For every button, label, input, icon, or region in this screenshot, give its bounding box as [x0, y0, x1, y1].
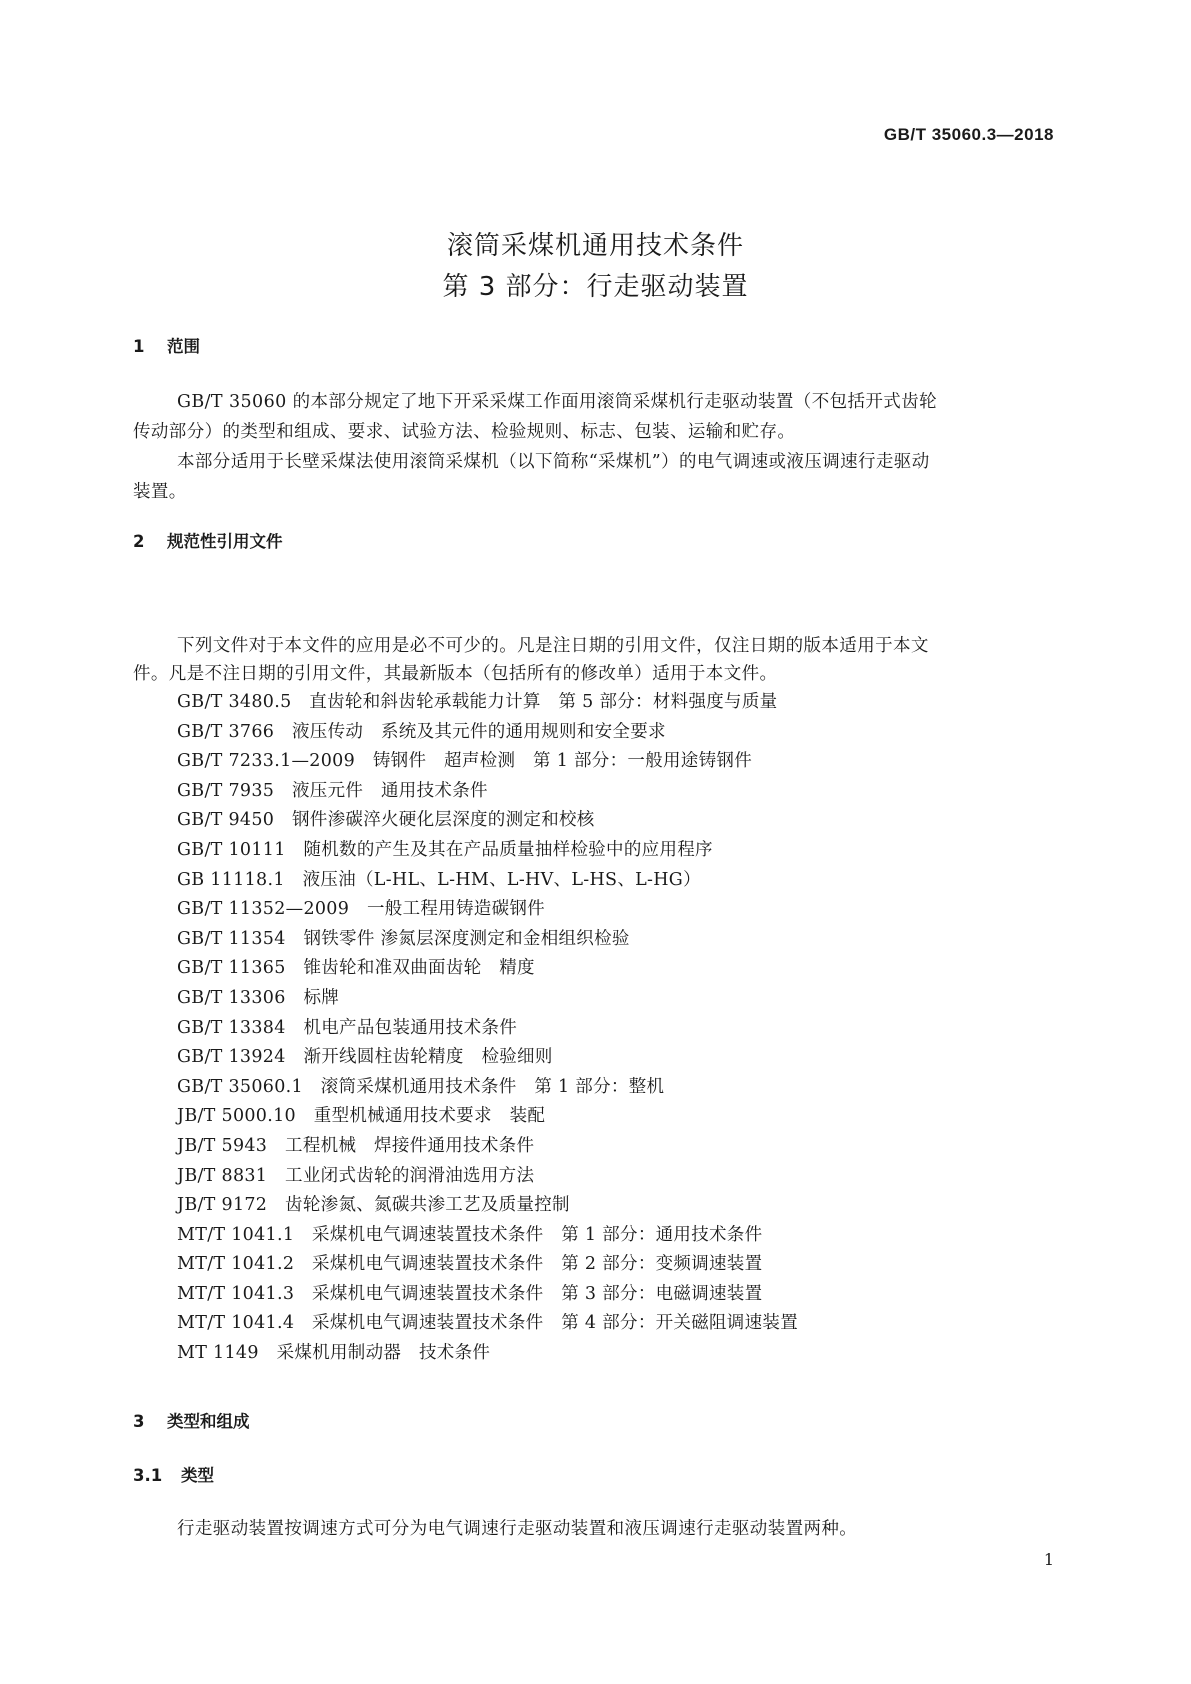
reference-item: GB/T 11354 钢铁零件 渗氮层深度测定和金相组织检验 [177, 928, 630, 949]
reference-item: MT 1149 采煤机用制动器 技术条件 [177, 1343, 491, 1364]
reference-item: GB/T 13384 机电产品包装通用技术条件 [177, 1017, 518, 1038]
reference-item: GB/T 9450 钢件渗碳淬火硬化层深度的测定和校核 [177, 810, 595, 831]
section-title: 范围 [167, 337, 200, 356]
reference-item: GB/T 13306 标牌 [177, 987, 340, 1008]
subsection-3-1-heading [133, 1462, 214, 1486]
reference-item: GB/T 11352—2009 一般工程用铸造碳钢件 [177, 899, 545, 920]
section-1-paragraph-2-line-2: 装置。 [133, 482, 187, 502]
section-2-paragraph-1-line-1: 下列文件对于本文件的应用是必不可少的。凡是注日期的引用文件，仅注日期的版本适用于本文 [177, 636, 929, 656]
reference-item: MT/T 1041.4 采煤机电气调速装置技术条件 第 4 部分：开关磁阻调速装置 [177, 1313, 799, 1334]
reference-item: GB 11118.1 液压油（L-HL、L-HM、L-HV、L-HS、L-HG） [177, 869, 701, 890]
section-3-heading [133, 1408, 250, 1432]
reference-item: MT/T 1041.2 采煤机电气调速装置技术条件 第 2 部分：变频调速装置 [177, 1254, 763, 1275]
reference-item: GB/T 13924 渐开线圆柱齿轮精度 检验细则 [177, 1047, 553, 1068]
reference-item: JB/T 9172 齿轮渗氮、氮碳共渗工艺及质量控制 [177, 1195, 570, 1216]
reference-item: GB/T 7233.1—2009 铸钢件 超声检测 第 1 部分：一般用途铸钢件 [177, 751, 752, 772]
section-1-paragraph-1-line-1: GB/T 35060 的本部分规定了地下开采采煤工作面用滚筒采煤机行走驱动装置（不包括开式齿轮 [177, 392, 938, 412]
document-title: 滚筒采煤机通用技术条件 [446, 231, 744, 261]
document-subtitle: 第 3 部分：行走驱动装置 [442, 272, 749, 302]
section-2-paragraph-1-line-2: 件。凡是不注日期的引用文件，其最新版本（包括所有的修改单）适用于本文件。 [133, 664, 778, 684]
subsection-number: 3.1 [133, 1466, 163, 1485]
section-number: 1 [133, 337, 145, 356]
reference-item: GB/T 7935 液压元件 通用技术条件 [177, 780, 488, 801]
section-1-heading [133, 333, 200, 357]
section-number: 2 [133, 532, 145, 551]
section-1-paragraph-2-line-1: 本部分适用于长壁采煤法使用滚筒采煤机（以下简称“采煤机”）的电气调速或液压调速行走驱动 [177, 452, 930, 472]
section-title: 类型和组成 [167, 1412, 250, 1431]
reference-item: MT/T 1041.1 采煤机电气调速装置技术条件 第 1 部分：通用技术条件 [177, 1224, 763, 1245]
reference-item: JB/T 5943 工程机械 焊接件通用技术条件 [177, 1135, 535, 1156]
page-number: 1 [1043, 1550, 1054, 1569]
section-number: 3 [133, 1412, 145, 1431]
section-2-heading [133, 528, 283, 552]
reference-item: GB/T 3480.5 直齿轮和斜齿轮承载能力计算 第 5 部分：材料强度与质量 [177, 692, 778, 712]
reference-item: GB/T 11365 锥齿轮和准双曲面齿轮 精度 [177, 958, 535, 979]
reference-item: GB/T 10111 随机数的产生及其在产品质量抽样检验中的应用程序 [177, 839, 713, 860]
reference-item: GB/T 35060.1 滚筒采煤机通用技术条件 第 1 部分：整机 [177, 1076, 665, 1097]
standard-code: GB/T 35060.3—2018 [883, 125, 1054, 144]
reference-item: MT/T 1041.3 采煤机电气调速装置技术条件 第 3 部分：电磁调速装置 [177, 1283, 763, 1304]
section-title: 规范性引用文件 [167, 532, 283, 551]
subsection-title: 类型 [181, 1466, 214, 1485]
subsection-3-1-paragraph-1: 行走驱动装置按调速方式可分为电气调速行走驱动装置和液压调速行走驱动装置两种。 [177, 1519, 858, 1539]
normative-references-list [177, 688, 798, 1369]
section-1-paragraph-1-line-2: 传动部分）的类型和组成、要求、试验方法、检验规则、标志、包装、运输和贮存。 [133, 422, 796, 442]
reference-item: GB/T 3766 液压传动 系统及其元件的通用规则和安全要求 [177, 721, 666, 742]
reference-item: JB/T 8831 工业闭式齿轮的润滑油选用方法 [177, 1165, 535, 1186]
reference-item: JB/T 5000.10 重型机械通用技术要求 装配 [177, 1106, 546, 1127]
